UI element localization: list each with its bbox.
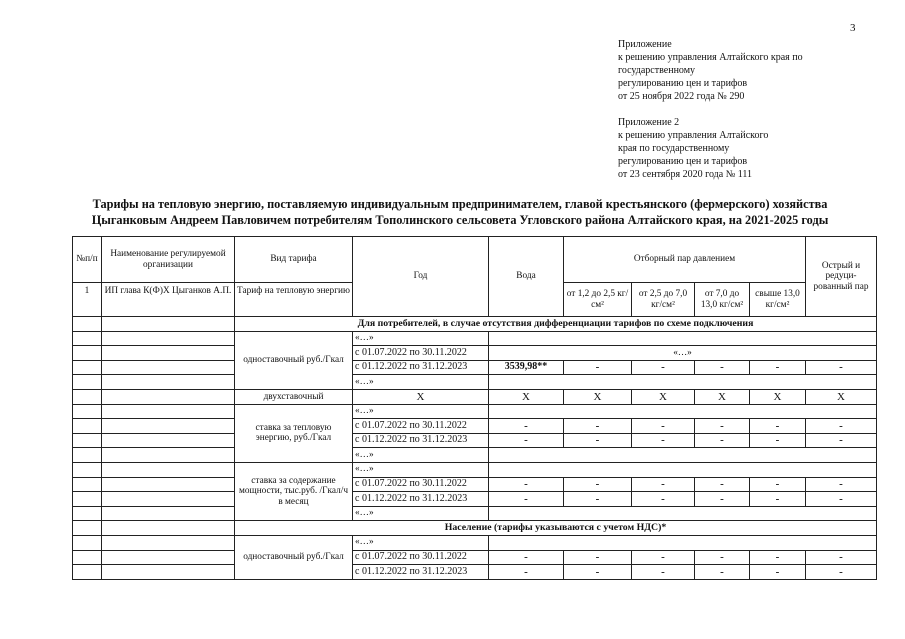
period-ellipsis: «…» (353, 404, 489, 419)
org-row-name: ИП глава К(Ф)Х Цыганков А.П. (102, 283, 235, 317)
appendix-line: от 23 сентября 2020 года № 111 (618, 169, 753, 180)
value-x: Х (632, 389, 695, 404)
value-dash: - (750, 433, 806, 448)
cell-empty (73, 535, 102, 550)
value-dash: - (750, 419, 806, 434)
appendix-line: государственному (618, 65, 696, 76)
document-title (40, 196, 880, 228)
period-ellipsis: «…» (353, 462, 489, 477)
period-cell: с 01.12.2022 по 31.12.2023 (353, 433, 489, 448)
value-dash: - (750, 492, 806, 507)
value-dash: - (564, 565, 632, 580)
value-x: Х (806, 389, 877, 404)
cell-empty (73, 506, 102, 521)
appendix-note-1 (618, 38, 803, 103)
value-dash: - (695, 360, 750, 375)
value-dash: - (489, 492, 564, 507)
value-dash: - (489, 419, 564, 434)
cell-empty (73, 448, 102, 463)
appendix-note-2 (618, 116, 768, 181)
cell-empty (489, 448, 877, 463)
value-dash: - (806, 565, 877, 580)
value-dash: - (632, 550, 695, 565)
value-dash: - (695, 492, 750, 507)
cell-empty (73, 492, 102, 507)
period-cell: с 01.12.2022 по 31.12.2023 (353, 492, 489, 507)
appendix-line: к решению управления Алтайского (618, 130, 769, 141)
cell-empty (102, 565, 235, 580)
cell-empty (102, 375, 235, 390)
value-dash: - (695, 419, 750, 434)
value-dash: - (489, 477, 564, 492)
value-dash: - (750, 477, 806, 492)
cell-empty (102, 492, 235, 507)
tariff-heat-rate: ставка за тепловую энергию, руб./Гкал (235, 404, 353, 462)
cell-empty (73, 565, 102, 580)
appendix-line: края по государственному (618, 143, 730, 154)
section-title: Для потребителей, в случае отсутствия дифференциации тарифов по схеме подключения (235, 317, 877, 332)
header-org: Наименование регулируемой организации (102, 237, 235, 283)
appendix-line: Приложение 2 (618, 117, 680, 128)
tariff-one-part-population: одноставочный руб./Гкал (235, 535, 353, 579)
cell-empty (73, 521, 102, 536)
appendix-line: к решению управления Алтайского края по (618, 52, 803, 63)
cell-empty (102, 404, 235, 419)
header-steam-col: от 1,2 до 2,5 кг/см² (564, 283, 632, 317)
value-dash: - (632, 477, 695, 492)
value-dash: - (632, 492, 695, 507)
cell-empty (102, 506, 235, 521)
appendix-line: Приложение (618, 39, 672, 50)
value-x: Х (695, 389, 750, 404)
value-dash: - (632, 419, 695, 434)
cell-empty (102, 360, 235, 375)
cell-empty (73, 389, 102, 404)
header-water: Вода (489, 237, 564, 317)
period-ellipsis: «…» (353, 448, 489, 463)
header-steam-col: от 2,5 до 7,0 кг/см² (632, 283, 695, 317)
value-dash: - (564, 492, 632, 507)
header-steam: Отборный пар давлением (564, 237, 806, 283)
tariff-two-part: двухставочный (235, 389, 353, 404)
period-cell: с 01.12.2022 по 31.12.2023 (353, 360, 489, 375)
water-tariff-value: 3539,98** (489, 360, 564, 375)
value-x: Х (564, 389, 632, 404)
cell-empty (102, 521, 235, 536)
value-x: Х (353, 389, 489, 404)
header-num: №п/п (73, 237, 102, 283)
tariff-one-part: одноставочный руб./Гкал (235, 331, 353, 389)
value-x: Х (489, 389, 564, 404)
value-dash: - (806, 419, 877, 434)
cell-empty (73, 433, 102, 448)
cell-empty (73, 346, 102, 361)
value-dash: - (489, 550, 564, 565)
value-x: Х (750, 389, 806, 404)
period-ellipsis: «…» (353, 506, 489, 521)
cell-empty (102, 419, 235, 434)
section-title: Население (тарифы указываются с учетом НДС)* (235, 521, 877, 536)
cell-empty (102, 448, 235, 463)
value-dash: - (806, 492, 877, 507)
cell-empty (102, 317, 235, 332)
value-dash: - (564, 433, 632, 448)
header-sharp-steam: Острый и редуци-рованный пар (806, 237, 877, 317)
value-dash: - (632, 360, 695, 375)
cell-empty (73, 375, 102, 390)
appendix-line: регулированию цен и тарифов (618, 156, 748, 167)
period-cell: с 01.12.2022 по 31.12.2023 (353, 565, 489, 580)
value-dash: - (632, 433, 695, 448)
cell-empty (489, 375, 877, 390)
cell-empty (102, 331, 235, 346)
cell-empty (73, 419, 102, 434)
value-dash: - (695, 550, 750, 565)
cell-empty (489, 404, 877, 419)
cell-empty (102, 550, 235, 565)
cell-empty (102, 535, 235, 550)
cell-empty (73, 477, 102, 492)
page-number: 3 (850, 22, 856, 34)
value-dash: - (806, 550, 877, 565)
period-cell: с 01.07.2022 по 30.11.2022 (353, 550, 489, 565)
cell-empty (102, 346, 235, 361)
cell-empty (489, 462, 877, 477)
value-dash: - (564, 360, 632, 375)
header-year: Год (353, 237, 489, 317)
cell-empty (102, 462, 235, 477)
cell-empty (73, 317, 102, 332)
appendix-line: от 25 ноября 2022 года № 290 (618, 91, 745, 102)
cell-empty (73, 550, 102, 565)
cell-empty (73, 331, 102, 346)
value-dash: - (564, 419, 632, 434)
value-dash: - (695, 433, 750, 448)
title-line-2: Цыганковым Андреем Павловичем потребителям Тополинского сельсовета Угловского района Алтайского края, на 2021-2025 годы (91, 213, 829, 227)
cell-empty (73, 462, 102, 477)
org-row-num: 1 (73, 283, 102, 317)
period-ellipsis: «…» (353, 375, 489, 390)
cell-empty (73, 404, 102, 419)
cell-empty (489, 535, 877, 550)
header-steam-col: свыше 13,0 кг/см² (750, 283, 806, 317)
value-dash: - (750, 565, 806, 580)
header-steam-col: от 7,0 до 13,0 кг/см² (695, 283, 750, 317)
org-row-tariff: Тариф на тепловую энергию (235, 283, 353, 317)
value-dash: - (750, 360, 806, 375)
tariff-table (72, 236, 877, 580)
cell-empty (489, 331, 877, 346)
period-cell: с 01.07.2022 по 30.11.2022 (353, 346, 489, 361)
period-ellipsis: «…» (353, 331, 489, 346)
value-dash: - (806, 360, 877, 375)
value-dash: - (564, 550, 632, 565)
period-ellipsis: «…» (353, 535, 489, 550)
cell-empty (73, 360, 102, 375)
values-ellipsis: «…» (489, 346, 877, 361)
value-dash: - (564, 477, 632, 492)
appendix-line: регулированию цен и тарифов (618, 78, 748, 89)
tariff-capacity-rate: ставка за содержание мощности, тыс.руб. /Гкал/ч в месяц (235, 462, 353, 520)
cell-empty (489, 506, 877, 521)
value-dash: - (489, 433, 564, 448)
cell-empty (102, 477, 235, 492)
value-dash: - (489, 565, 564, 580)
value-dash: - (806, 433, 877, 448)
value-dash: - (695, 477, 750, 492)
value-dash: - (750, 550, 806, 565)
value-dash: - (695, 565, 750, 580)
cell-empty (102, 389, 235, 404)
cell-empty (102, 433, 235, 448)
value-dash: - (632, 565, 695, 580)
period-cell: с 01.07.2022 по 30.11.2022 (353, 419, 489, 434)
period-cell: с 01.07.2022 по 30.11.2022 (353, 477, 489, 492)
header-tariff-type: Вид тарифа (235, 237, 353, 283)
value-dash: - (806, 477, 877, 492)
title-line-1: Тарифы на тепловую энергию, поставляемую индивидуальным предпринимателем, главой крестьянского (фермерского) хозяйства (92, 197, 828, 211)
